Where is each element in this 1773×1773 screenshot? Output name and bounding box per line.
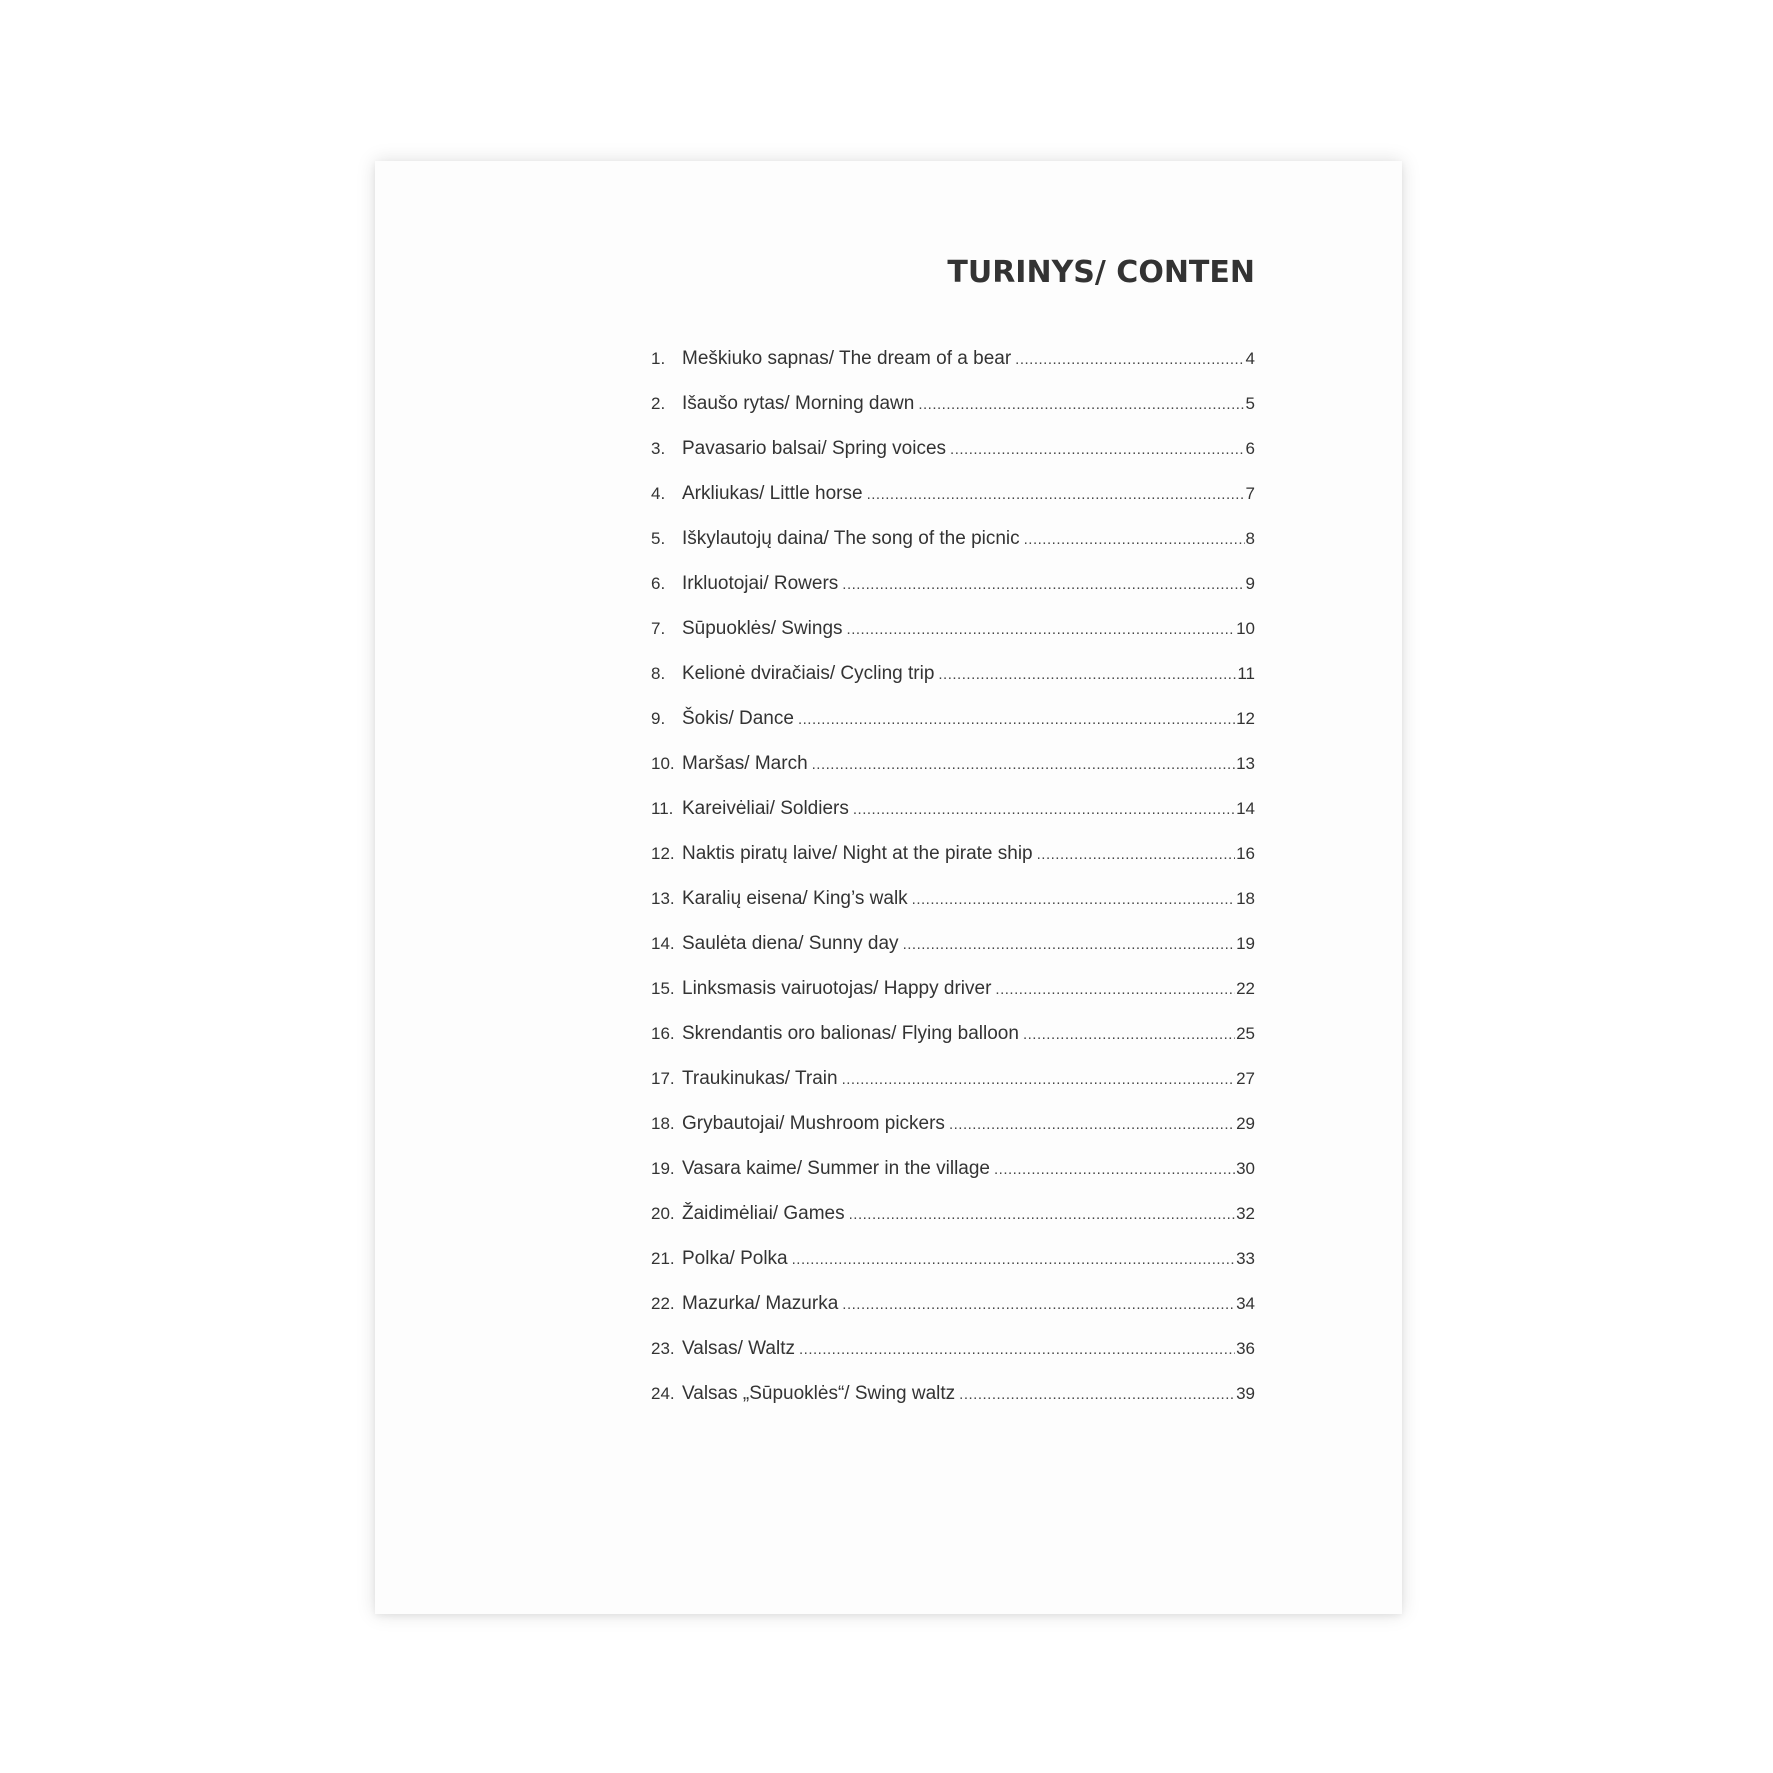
toc-entry-number: 18. — [651, 1114, 675, 1133]
dot-leader — [799, 1327, 1235, 1372]
toc-entry-number: 13. — [651, 889, 675, 908]
toc-entry — [651, 651, 1255, 696]
toc-entry-page: 13 — [1236, 754, 1255, 773]
dot-leader — [812, 742, 1235, 787]
toc-entry-number: 23. — [651, 1339, 675, 1358]
dot-leader — [950, 427, 1245, 472]
toc-entry-label: Saulėta diena/ Sunny day — [682, 933, 899, 954]
toc-entry-number: 21. — [651, 1249, 675, 1268]
dot-leader — [903, 922, 1236, 967]
toc-entry-page: 18 — [1236, 889, 1255, 908]
toc-entry-label: Valsas „Sūpuoklės“/ Swing waltz — [682, 1383, 956, 1404]
toc-entry-page: 14 — [1236, 799, 1255, 818]
toc-entry-label: Irkluotojai/ Rowers — [682, 573, 839, 594]
dot-leader — [842, 1057, 1235, 1102]
toc-entry-number: 2. — [651, 394, 666, 413]
toc-entry-number: 24. — [651, 1384, 675, 1403]
dot-leader — [1023, 1012, 1235, 1057]
toc-entry — [651, 921, 1255, 966]
toc-entry-label: Vasara kaime/ Summer in the village — [682, 1158, 990, 1179]
toc-entry-number: 8. — [651, 664, 666, 683]
toc-entry-label: Polka/ Polka — [682, 1248, 788, 1269]
dot-leader — [1015, 337, 1244, 382]
toc-entry — [651, 786, 1255, 831]
toc-entry-page: 32 — [1236, 1204, 1255, 1223]
toc-entry — [651, 561, 1255, 606]
toc-entry — [651, 471, 1255, 516]
toc-entry-label: Valsas/ Waltz — [682, 1338, 795, 1359]
dot-leader — [912, 877, 1235, 922]
dot-leader — [798, 697, 1235, 742]
toc-entry-label: Žaidimėliai/ Games — [682, 1203, 845, 1224]
toc-entry — [651, 606, 1255, 651]
toc-entry-page: 7 — [1245, 484, 1255, 503]
toc-entry — [651, 336, 1255, 381]
toc-entry-page: 5 — [1245, 394, 1255, 413]
toc-entry — [651, 1011, 1255, 1056]
toc-entry-number: 12. — [651, 844, 675, 863]
toc-entry-label: Kelionė dviračiais/ Cycling trip — [682, 663, 935, 684]
table-of-contents — [651, 336, 1255, 1416]
toc-entry-label: Mazurka/ Mazurka — [682, 1293, 839, 1314]
dot-leader — [994, 1147, 1235, 1192]
dot-leader — [849, 1192, 1235, 1237]
toc-entry — [651, 876, 1255, 921]
toc-entry — [651, 1101, 1255, 1146]
toc-entry-page: 11 — [1237, 664, 1255, 683]
toc-entry-label: Pavasario balsai/ Spring voices — [682, 438, 947, 459]
toc-entry-page: 8 — [1245, 529, 1255, 548]
toc-entry-page: 27 — [1236, 1069, 1255, 1088]
toc-entry-page: 22 — [1236, 979, 1255, 998]
toc-entry-page: 19 — [1236, 934, 1255, 953]
toc-entry-page: 33 — [1236, 1249, 1255, 1268]
dot-leader — [842, 562, 1244, 607]
toc-entry-number: 7. — [651, 619, 666, 638]
dot-leader — [918, 382, 1244, 427]
toc-entry-page: 39 — [1236, 1384, 1255, 1403]
toc-entry-number: 17. — [651, 1069, 675, 1088]
dot-leader — [949, 1102, 1235, 1147]
page-title: TURINYS/ CONTEN — [947, 255, 1255, 290]
toc-entry — [651, 1191, 1255, 1236]
toc-entry-label: Iškylautojų daina/ The song of the picnic — [682, 528, 1020, 549]
toc-entry — [651, 426, 1255, 471]
toc-entry-number: 16. — [651, 1024, 675, 1043]
toc-entry-label: Kareivėliai/ Soldiers — [682, 798, 849, 819]
dot-leader — [995, 967, 1235, 1012]
dot-leader — [847, 607, 1236, 652]
toc-entry-label: Grybautojai/ Mushroom pickers — [682, 1113, 945, 1134]
toc-entry — [651, 696, 1255, 741]
toc-entry-number: 4. — [651, 484, 666, 503]
toc-entry — [651, 741, 1255, 786]
toc-entry-number: 6. — [651, 574, 666, 593]
toc-entry-number: 14. — [651, 934, 675, 953]
toc-entry — [651, 966, 1255, 1011]
toc-entry-label: Sūpuoklės/ Swings — [682, 618, 843, 639]
toc-entry-number: 15. — [651, 979, 675, 998]
toc-entry-number: 1. — [651, 349, 666, 368]
toc-entry-label: Naktis piratų laive/ Night at the pirate ship — [682, 843, 1033, 864]
toc-entry — [651, 1056, 1255, 1101]
dot-leader — [1024, 517, 1245, 562]
dot-leader — [959, 1372, 1235, 1417]
dot-leader — [867, 472, 1245, 517]
dot-leader — [792, 1237, 1235, 1282]
toc-entry-page: 9 — [1245, 574, 1255, 593]
toc-entry — [651, 381, 1255, 426]
dot-leader — [842, 1282, 1235, 1327]
toc-entry-page: 30 — [1236, 1159, 1255, 1178]
toc-entry-page: 16 — [1236, 844, 1255, 863]
toc-entry — [651, 1281, 1255, 1326]
toc-entry-label: Karalių eisena/ King’s walk — [682, 888, 908, 909]
dot-leader — [1037, 832, 1235, 877]
toc-entry-label: Skrendantis oro balionas/ Flying balloon — [682, 1023, 1019, 1044]
document-page — [375, 161, 1402, 1614]
toc-entry-label: Linksmasis vairuotojas/ Happy driver — [682, 978, 992, 999]
toc-entry-label: Šokis/ Dance — [682, 708, 794, 729]
toc-entry-page: 34 — [1236, 1294, 1255, 1313]
dot-leader — [853, 787, 1235, 832]
toc-entry-number: 11. — [651, 799, 674, 818]
toc-entry — [651, 1371, 1255, 1416]
toc-entry-label: Meškiuko sapnas/ The dream of a bear — [682, 348, 1012, 369]
toc-entry-number: 3. — [651, 439, 666, 458]
toc-entry-number: 22. — [651, 1294, 675, 1313]
toc-entry-page: 36 — [1236, 1339, 1255, 1358]
toc-entry-page: 4 — [1245, 349, 1255, 368]
toc-entry-page: 12 — [1236, 709, 1255, 728]
toc-entry-number: 10. — [651, 754, 675, 773]
toc-entry — [651, 1326, 1255, 1371]
toc-entry — [651, 831, 1255, 876]
toc-entry — [651, 1236, 1255, 1281]
toc-entry — [651, 1146, 1255, 1191]
toc-entry-label: Traukinukas/ Train — [682, 1068, 838, 1089]
toc-entry-label: Arkliukas/ Little horse — [682, 483, 863, 504]
toc-entry-number: 19. — [651, 1159, 675, 1178]
toc-entry — [651, 516, 1255, 561]
toc-entry-page: 29 — [1236, 1114, 1255, 1133]
dot-leader — [938, 652, 1236, 697]
toc-entry-page: 10 — [1236, 619, 1255, 638]
toc-entry-number: 9. — [651, 709, 666, 728]
toc-entry-label: Išaušo rytas/ Morning dawn — [682, 393, 915, 414]
toc-entry-number: 5. — [651, 529, 666, 548]
toc-entry-page: 6 — [1245, 439, 1255, 458]
toc-entry-label: Maršas/ March — [682, 753, 808, 774]
toc-entry-page: 25 — [1236, 1024, 1255, 1043]
toc-entry-number: 20. — [651, 1204, 675, 1223]
